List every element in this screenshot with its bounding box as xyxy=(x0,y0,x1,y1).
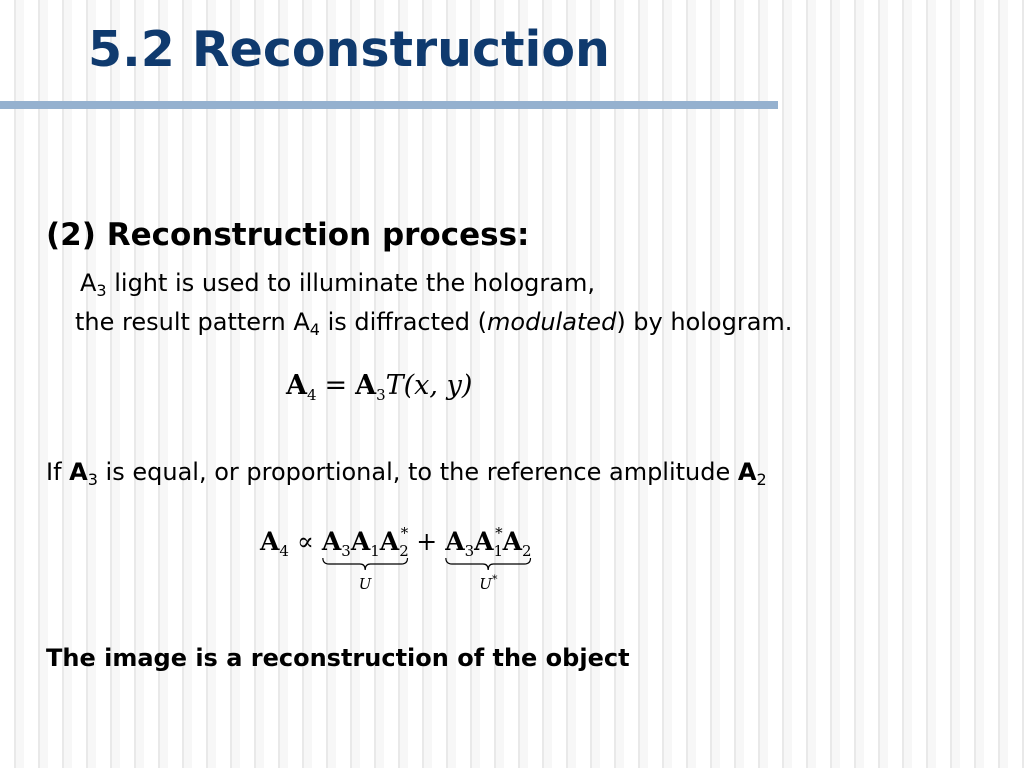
diffraction-sentence: the result pattern $A_4$ is diffracted (modulated) by hologram. xyxy=(75,308,793,339)
equation-proportional: $A_4 \propto A_3A_1A_2^*$ U + $A_3A_1^*A_2$ U* xyxy=(260,524,532,593)
section-subheading: (2) Reconstruction process: xyxy=(46,217,530,253)
term-u-conjugate: $A_3A_1^*A_2$ U* xyxy=(445,524,532,593)
slide-title: 5.2 Reconstruction xyxy=(88,21,610,78)
label-u: U xyxy=(358,575,372,593)
underbrace-u xyxy=(322,557,408,571)
equation-modulation: $A_4 = A_3T(x$, y) xyxy=(286,370,473,404)
underbrace-u-conjugate xyxy=(445,557,531,571)
illumination-sentence: $A_3$ light is used to illuminate the hologram, xyxy=(80,269,595,300)
label-u-conjugate: U* xyxy=(479,573,498,593)
conclusion-statement: The image is a reconstruction of the object xyxy=(46,644,630,672)
title-underline xyxy=(0,101,778,109)
reference-condition-sentence: If $A_3$ is equal, or proportional, to the reference amplitude $A_2$ xyxy=(46,458,767,489)
term-u: $A_3A_1A_2^*$ U xyxy=(321,524,409,593)
